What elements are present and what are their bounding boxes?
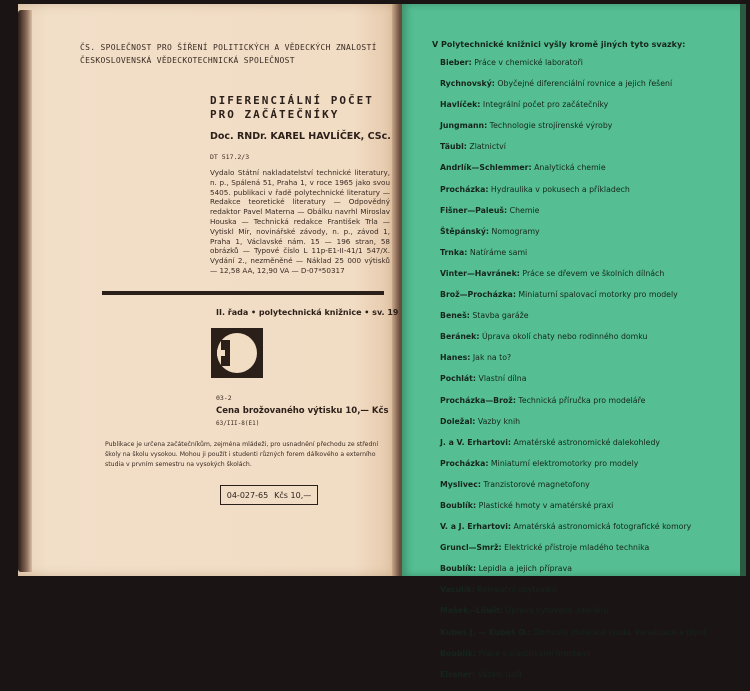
book-title: Vlastní dílna <box>476 374 527 384</box>
book-list <box>440 58 706 691</box>
book-title: Plastické hmoty v amatérské praxi <box>476 500 614 510</box>
book-author: Mašek—Löwit: <box>440 606 503 616</box>
list-item <box>440 100 706 121</box>
book-title: Jak na to? <box>470 353 512 363</box>
list-item <box>440 396 706 417</box>
publisher-line: ČESKOSLOVENSKÁ VĚDECKOTECHNICKÁ SPOLEČNOST <box>80 55 295 65</box>
divider-rule <box>102 291 384 295</box>
publisher-logo-icon <box>211 328 263 378</box>
book-author: Beneš: <box>440 311 470 321</box>
title-line: DIFERENCIÁLNÍ POČET <box>210 94 374 107</box>
list-item <box>440 649 706 670</box>
price-label: Cena brožovaného výtisku 10,— Kčs <box>216 406 389 416</box>
book-author: Hanes: <box>440 353 471 363</box>
list-item <box>440 606 706 627</box>
book-author: J. a V. Erhartovi: <box>440 437 512 447</box>
book-title: Práce v chemické laboratoři <box>471 58 583 67</box>
list-item <box>440 121 706 142</box>
book-author: Kubeš J. — Kubeš O.: <box>440 627 531 637</box>
book-title: Elektrické přístroje mladého technika <box>501 543 650 553</box>
list-item <box>440 311 706 332</box>
box-code: 04-027-65 <box>226 490 269 500</box>
page-edge-right <box>740 4 746 576</box>
book-author: Štěpánský: <box>440 226 490 236</box>
list-item <box>440 564 706 585</box>
list-item <box>440 501 706 522</box>
list-item <box>440 480 706 501</box>
box-price: Kčs 10,— <box>274 490 312 500</box>
book-author: Bieber: <box>440 58 472 67</box>
list-item <box>440 269 706 290</box>
book-title: Chemie <box>507 205 540 215</box>
book-title: Miniaturní elektromotorky pro modely <box>488 458 639 468</box>
book-author: Gruncl—Smrž: <box>440 543 502 553</box>
list-item <box>440 248 706 269</box>
list-item <box>440 206 706 227</box>
imprint-text: Vydalo Státní nakladatelství technické literatury, n. p., Spálená 51, Praha 1, v roce 1965 jako svou 5405. publikaci v řadě polytechnické literatury — Redakce teoretické literatury — Odpovědný redaktor Pavel Materna — Obálku navrhl Miroslav Houska — Technická redakce František Trla — Vytiskl Mír, novinářské závody, n. p., závod 1, Praha 1, Václavské nám. 15 — 196 stran, 58 obrázků — Typové číslo L 11p-E1-II-41/1 547/X. Vydání 2., nezměněné — Náklad 25 000 výtisků — 12,58 AA, 12,90 VA — D-07*50317 <box>210 168 390 275</box>
code-03: 03-2 <box>216 394 232 402</box>
book-author: Boublík: <box>440 500 477 510</box>
list-item <box>440 522 706 543</box>
page-edge <box>18 10 32 572</box>
book-author: Vinter—Havránek: <box>440 268 520 278</box>
book-title: Práce se dřevem ve školních dílnách <box>519 268 665 278</box>
book-title <box>210 94 374 122</box>
publisher-line: ČS. SPOLEČNOST PRO ŠÍŘENÍ POLITICKÝCH A VĚDECKÝCH ZNALOSTÍ <box>80 43 377 52</box>
book-author: Doležal: <box>440 416 476 426</box>
book-author: Brož—Procházka: <box>440 290 516 300</box>
list-item <box>440 417 706 438</box>
book-title: Tranzistorové magnetofony <box>480 479 590 489</box>
list-item <box>440 332 706 353</box>
book-title: Úprava okolí chaty nebo rodinného domku <box>479 332 648 342</box>
code-63: 63/III-8(E1) <box>216 420 260 427</box>
list-item <box>440 58 706 79</box>
list-item <box>440 374 706 395</box>
list-item <box>440 290 706 311</box>
book-author: Boublík: <box>440 564 477 574</box>
book-author: Beránek: <box>440 332 480 342</box>
book-title: Zlatnictví <box>466 142 506 152</box>
list-item <box>440 353 706 374</box>
list-item <box>440 670 706 691</box>
book-title: Vázání uzlů <box>475 669 522 679</box>
book-author: V. a J. Erhartovi: <box>440 522 512 532</box>
book-title: Analytická chemie <box>531 163 606 173</box>
list-item <box>440 459 706 480</box>
book-author: Myslivec: <box>440 479 481 489</box>
book-author: Procházka: <box>440 458 489 468</box>
left-page <box>18 4 400 576</box>
book-title: Domovní instalace (voda, kanalizace a plyn) <box>531 627 707 637</box>
book-author: Vaculík: <box>440 585 475 595</box>
list-heading: V Polytechnické knižnici vyšly kromě jiných tyto svazky: <box>432 40 686 49</box>
book-title: Nomogramy <box>489 226 540 236</box>
book-title: Stavba garáže <box>469 311 529 321</box>
audience-notice: Publikace je určena začátečníkům, zejména mládeži, pro usnadnění přechodu ze střední školy na školu vysokou. Mohou ji použít i studenti různých forem dálkového a externího studia v prvním semestru na vysokých školách. <box>105 441 379 468</box>
list-item <box>440 163 706 184</box>
list-item <box>440 585 706 606</box>
book-author: Eissner: <box>440 669 476 679</box>
book-author: Trnka: <box>440 247 468 257</box>
book-author: Rychnovský: <box>440 79 495 89</box>
book-title: Lepidla a jejich příprava <box>476 564 572 574</box>
book-title: Technologie strojírenské výroby <box>487 121 613 131</box>
dt-code: DT 517.2/3 <box>210 153 250 161</box>
book-title: Natíráme sami <box>467 247 528 257</box>
list-item <box>440 628 706 649</box>
price-box <box>220 485 318 505</box>
list-item <box>440 227 706 248</box>
list-item <box>440 79 706 100</box>
list-item <box>440 142 706 163</box>
book-author: Fišner—Paleuš: <box>440 205 508 215</box>
book-title: Integrální počet pro začátečníky <box>480 100 609 110</box>
book-author: Procházka—Brož: <box>440 395 516 405</box>
list-item <box>440 543 706 564</box>
book-author: Pochlát: <box>440 374 477 384</box>
book-title: Rekreační ubytování <box>474 585 557 595</box>
book-author: Täubl: <box>440 142 467 152</box>
list-item <box>440 185 706 206</box>
list-item <box>440 438 706 459</box>
title-line: PRO ZAČÁTEČNÍKY <box>210 108 340 121</box>
series-label: II. řada • polytechnická knižnice • sv. 19 <box>216 308 399 317</box>
book-author: Havlíček: <box>440 100 481 110</box>
book-author: Andrlík—Schlemmer: <box>440 163 532 173</box>
book-title: Práce s plastickými hmotami <box>476 648 591 658</box>
book-author: Procházka: <box>440 184 489 194</box>
book-title: Amatérská astronomická fotografické komory <box>511 522 692 532</box>
book-title: Vazby knih <box>475 416 521 426</box>
book-title: Miniaturní spalovací motorky pro modely <box>515 290 678 300</box>
book-title: Hydraulika v pokusech a příkladech <box>488 184 630 194</box>
book-title: Úprava bytového interiéru <box>502 606 609 616</box>
author: Doc. RNDr. KAREL HAVLÍČEK, CSc. <box>210 131 391 142</box>
book-title: Technická příručka pro modeláře <box>515 395 646 405</box>
publisher-block <box>80 42 377 67</box>
book-title: Amatérské astronomické dalekohledy <box>511 437 661 447</box>
book-author: Boublík: <box>440 648 477 658</box>
book-title: Obyčejné diferenciální rovnice a jejich řešení <box>494 79 673 89</box>
book-author: Jungmann: <box>440 121 488 131</box>
